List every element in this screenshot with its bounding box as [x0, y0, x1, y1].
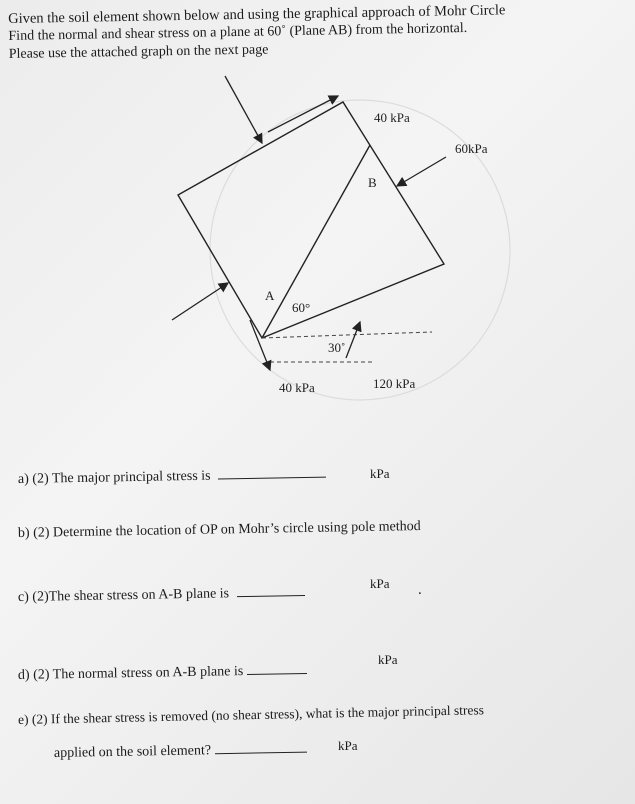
- problem-line-1: Given the soil element shown below and using the graphical approach of Mohr Circle: [8, 2, 506, 27]
- question-d-text: d) (2) The normal stress on A-B plane is: [17, 664, 244, 683]
- question-e-line2: [54, 742, 307, 762]
- bottom-right-stress-label: 120 kPa: [373, 376, 416, 391]
- question-a-unit: kPa: [370, 466, 390, 481]
- question-e: [18, 702, 484, 728]
- question-c-period: .: [418, 582, 422, 598]
- question-c-unit: kPa: [370, 576, 390, 591]
- problem-line-3: Please use the attached graph on the next page: [8, 42, 269, 62]
- horizontal-reference-line: [262, 332, 432, 338]
- top-normal-arrow: [225, 76, 262, 143]
- point-b-label: B: [368, 175, 377, 190]
- angle-60-label: 60°: [292, 300, 311, 315]
- plane-ab-line: [262, 145, 370, 338]
- right-stress-label: 60kPa: [455, 141, 488, 156]
- question-a-blank[interactable]: [218, 477, 326, 480]
- problem-line-2: Find the normal and shear stress on a plane at 60˚ (Plane AB) from the horizontal.: [8, 20, 468, 44]
- bottom-left-stress-label: 40 kPa: [279, 380, 315, 395]
- question-d: [18, 663, 307, 684]
- question-a-text: a) (2) The major principal stress is: [17, 468, 211, 487]
- question-e-text-2: applied on the soil element?: [53, 743, 212, 761]
- question-e-text: e) (2) If the shear stress is removed (no shear stress), what is the major principal stress: [17, 702, 485, 727]
- top-stress-label: 40 kPa: [374, 110, 410, 125]
- question-c-blank[interactable]: [237, 595, 305, 597]
- bottom-normal-arrow: [346, 322, 360, 358]
- question-b-text: b) (2) Determine the location of OP on Mohr’s circle using pole method: [17, 518, 421, 541]
- right-normal-arrow: [397, 157, 446, 186]
- angle-30-label: 30˚: [328, 340, 346, 355]
- question-e-blank[interactable]: [215, 752, 307, 755]
- question-d-blank[interactable]: [247, 673, 307, 675]
- question-e-unit: kPa: [338, 738, 358, 753]
- question-a: [18, 467, 326, 488]
- question-c-text: c) (2)The shear stress on A-B plane is: [17, 586, 230, 605]
- question-b: [18, 519, 421, 542]
- soil-element: [178, 102, 444, 338]
- question-d-unit: kPa: [378, 652, 398, 667]
- top-shear-arrow: [268, 96, 338, 132]
- point-a-label: A: [265, 288, 275, 303]
- question-c: [18, 585, 305, 606]
